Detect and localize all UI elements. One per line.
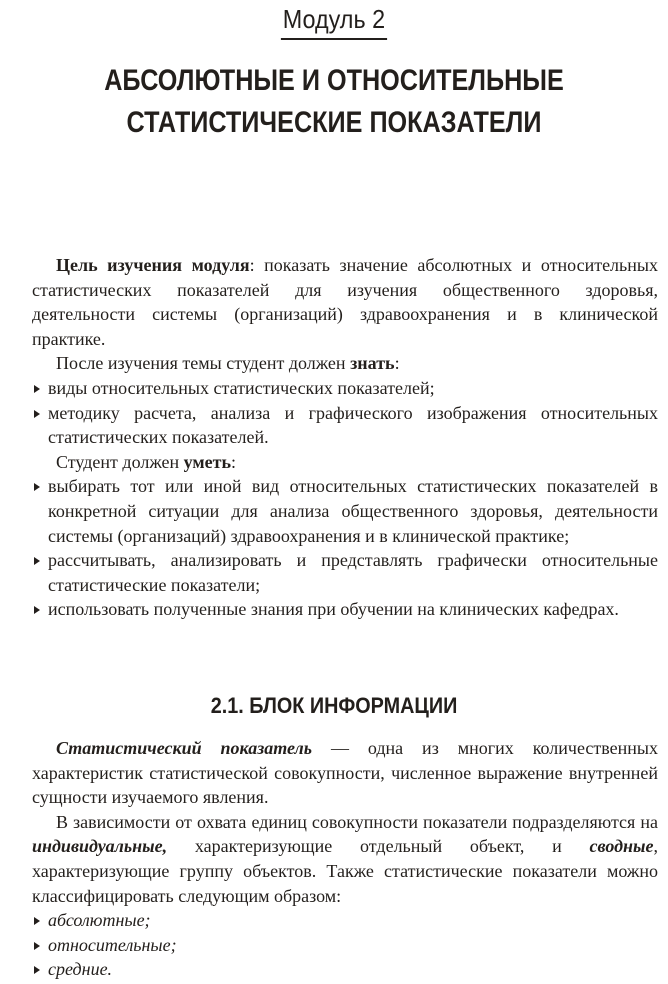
term-individual: индивидуальные, xyxy=(32,836,168,857)
bullet-arrow-icon xyxy=(34,557,40,565)
module-objectives xyxy=(32,253,658,622)
definition-term: Статистический показатель xyxy=(56,738,313,758)
can-list xyxy=(32,474,658,622)
term-summary: сводные xyxy=(589,836,654,857)
bullet-arrow-icon xyxy=(34,385,40,393)
goal-paragraph xyxy=(32,253,658,351)
indicator-types-list xyxy=(32,908,658,982)
bullet-arrow-icon xyxy=(34,917,40,925)
can-intro: Студент должен уметь: xyxy=(56,451,237,472)
list-item: средние. xyxy=(32,957,658,982)
know-keyword: знать xyxy=(350,353,395,374)
list-item: абсолютные; xyxy=(32,908,658,933)
list-item: использовать полученные знания при обучении на клинических кафедрах. xyxy=(32,597,658,622)
section-heading: 2.1. БЛОК ИНФОРМАЦИИ xyxy=(210,693,458,718)
can-keyword: уметь xyxy=(183,451,232,472)
list-item: выбирать тот или иной вид относительных статистических показателей в конкретной ситуации для анализа общественного здоровья, деятельности системы (организаций) здравоохранения и в клинической практике; xyxy=(32,474,658,548)
definition-text: — одна из многих количественных характеристик статистической совокупности, численное выражение внутренней сущности изучаемого явления. xyxy=(32,738,658,808)
chapter-title xyxy=(0,60,668,144)
classification-paragraph: В зависимости от охвата единиц совокупности показатели подразделяются на индивидуальные, характеризующие отдельный объект, и сводные, характеризующие группу объектов. Также статистические показатели можно классифицировать следующим образом: xyxy=(32,811,658,906)
chapter-title-line-1: АБСОЛЮТНЫЕ И ОТНОСИТЕЛЬНЫЕ xyxy=(104,64,564,97)
definition-paragraph xyxy=(32,736,658,810)
module-label: Модуль 2 xyxy=(0,2,668,40)
list-item: виды относительных статистических показателей; xyxy=(32,376,658,401)
bullet-arrow-icon xyxy=(34,942,40,950)
list-item: рассчитывать, анализировать и представлять графически относительные статистические показатели; xyxy=(32,548,658,597)
information-block xyxy=(32,736,658,982)
know-intro: После изучения темы студент должен знать: xyxy=(56,353,400,374)
goal-label: Цель изучения модуля xyxy=(56,255,250,275)
know-list xyxy=(32,376,658,450)
goal-text: : показать значение абсолютных и относительных статистических показателей для изучения общественного здоровья, деятельности системы (организаций) здравоохранения и в клинической практике. xyxy=(32,255,658,349)
bullet-arrow-icon xyxy=(34,606,40,614)
chapter-title-line-2: СТАТИСТИЧЕСКИЕ ПОКАЗАТЕЛИ xyxy=(126,106,542,139)
list-item: относительные; xyxy=(32,933,658,958)
bullet-arrow-icon xyxy=(34,483,40,491)
list-item: методику расчета, анализа и графического изображения относительных статистических показателей. xyxy=(32,401,658,450)
bullet-arrow-icon xyxy=(34,410,40,418)
bullet-arrow-icon xyxy=(34,966,40,974)
